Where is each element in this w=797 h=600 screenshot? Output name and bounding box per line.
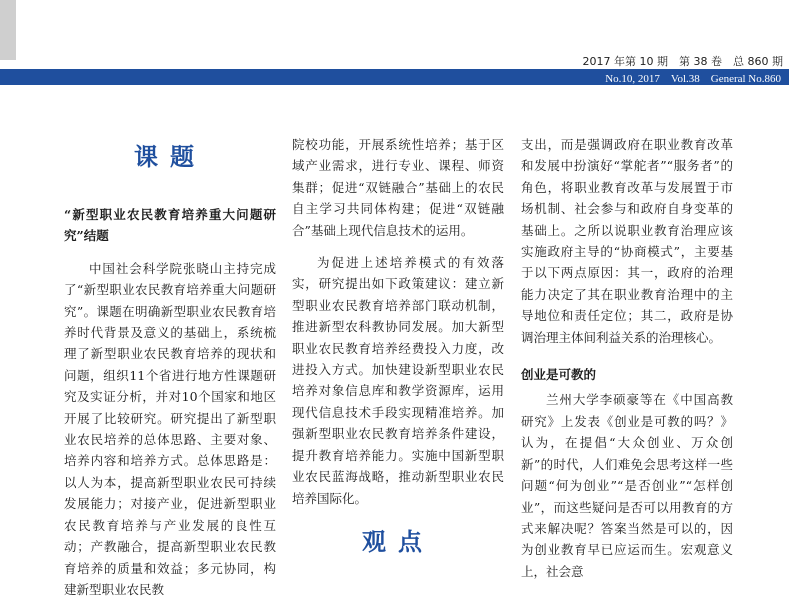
article-paragraph: 中国社会科学院张晓山主持完成了“新型职业农民教育培养重大问题研究”。课题在明确新型职业农民教育培养时代背景及意义的基础上，系统梳理了新型职业农民教育培养的现状和问题，组织11个省进行地方性课题研究及实证分析，并对10个国家和地区开展了比较研究。研究提出了新型职业农民培养的总体思路、主要对象、培养内容和培养方式。总体思路是：以人为本，提高新型职业农民可持续发展能力；对接产业，促进新型职业农民教育培养与产业发展的良性互动；产教融合，提高新型职业农民教育培养的质量和效益；多元协同，构建新型职业农民教 xyxy=(64,260,276,597)
page-spine-shadow xyxy=(0,0,16,60)
column-middle xyxy=(292,134,504,509)
section-title-keti: 课题 xyxy=(134,142,206,171)
section-title-guandian: 观点 xyxy=(362,527,434,556)
issue-info-en: No.10, 2017 Vol.38 General No.860 xyxy=(605,73,781,85)
article-keti xyxy=(64,204,276,600)
header-bar xyxy=(0,69,789,85)
column-right xyxy=(521,134,733,582)
issue-info-cn: 2017 年第 10 期 第 38 卷 总 860 期 xyxy=(582,55,783,68)
article-paragraph: 为促进上述培养模式的有效落实，研究提出如下政策建议：建立新型职业农民教育培养部门联动机制，推进新型农科教协同发展。加大新型职业农民教育培养经费投入力度，改进投入方式。加快建设新型职业农民培养对象信息库和教学资源库，运用现代信息技术手段实现精准培养。加强新型职业农民教育培养条件建设，提升教育培养能力。实施中国新型职业农民蓝海战略，推动新型职业农民培养国际化。 xyxy=(292,255,504,506)
article-paragraph: 兰州大学李硕豪等在《中国高教研究》上发表《创业是可教的吗？》认为，在提倡“大众创业、万众创新”的时代，人们难免会思考这样一些问题“何为创业”“是否创业”“怎样创业”，而这些疑问是否可以用教育的方式来解决呢？答案当然是可以的，因为创业教育早已应运而生。宏观意义上，社会意 xyxy=(521,392,733,579)
article-title-research: “新型职业农民教育培养重大问题研究”结题 xyxy=(64,207,276,244)
article-paragraph: 院校功能，开展系统性培养；基于区域产业需求，进行专业、课程、师资集群；促进“双链融合”基础上的农民自主学习共同体构建；促进“双链融合”基础上现代信息技术的运用。 xyxy=(292,137,504,238)
article-title-entrepreneurship: 创业是可教的 xyxy=(521,367,597,383)
article-paragraph: 支出，而是强调政府在职业教育改革和发展中扮演好“掌舵者”“服务者”的角色，将职业教育改革与发展置于市场机制、社会参与和政府自身变革的基础上。之所以说职业教育治理应该实施政府主导的“协商模式”，主要基于以下两点原因：其一，政府的治理能力决定了其在职业教育治理中的主导地位和责任定位；其二，政府是协调治理主体间利益关系的治理核心。 xyxy=(521,137,733,345)
